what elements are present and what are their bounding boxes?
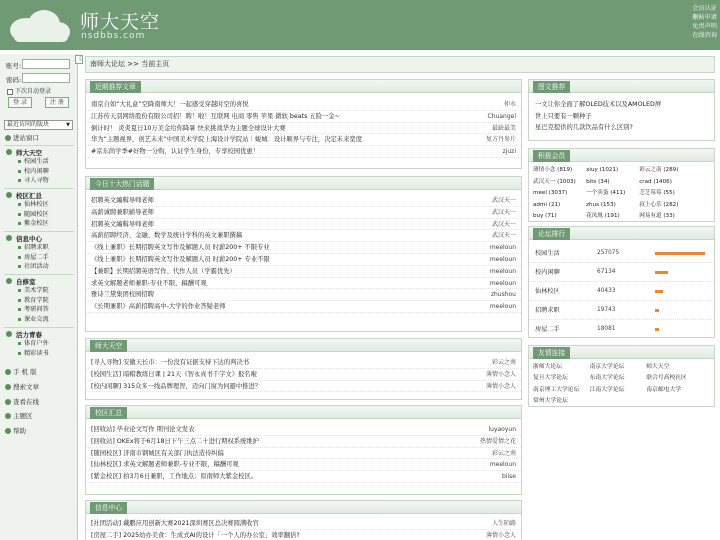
shida-panel [85, 338, 522, 400]
list-item[interactable]: 招聘英文編輯导师老师 武汉天一 [86, 195, 521, 207]
sidebar-online-label: 查看在线 [13, 398, 39, 406]
sidebar-item-jobs[interactable]: 招聘求职 [4, 243, 74, 253]
account-input[interactable] [22, 59, 70, 69]
breadcrumb-forum-link[interactable]: 南师大论坛 [90, 60, 125, 68]
sidebar-item-chat[interactable]: 校内闲聊 [4, 167, 74, 177]
sidebar-group-title[interactable]: 信息中心 [4, 234, 74, 243]
list-item[interactable]: [随园校区] 济南市钢城区有关部门执法造待纠偏 彩云之南 [86, 448, 521, 460]
login-button[interactable]: 登 录 [8, 97, 32, 108]
cloud-logo-icon [4, 6, 74, 44]
campus-panel [85, 405, 522, 495]
list-item[interactable]: [房屋二手] 2025幼办美食：生成式AI的设计「一个人的办公室」效率翻倍? 薄情小念人 [86, 530, 521, 540]
rank-row[interactable]: 房屋二手 18081 [529, 320, 714, 339]
list-item[interactable]: 《线上兼职》长期招聘英文写作及解题人员 时薪200+ 不限专业 meeloun [86, 242, 521, 254]
shida-title[interactable]: 师大天空 [90, 340, 127, 352]
sidebar-item-exam-qa[interactable]: 考研问答 [4, 305, 74, 315]
list-item[interactable]: 雅诗兰黛集团校园招聘 zhushou [86, 289, 521, 301]
mobile-icon [5, 369, 11, 375]
sidebar-topics[interactable] [5, 411, 33, 420]
member-auth-link[interactable]: 会员认证 [692, 5, 717, 12]
sidebar-item-sports[interactable]: 体育户外 [4, 339, 74, 349]
password-label: 密码: [6, 76, 22, 84]
friend-links-panel [528, 345, 715, 407]
friend-link[interactable]: 东南大学论坛 [589, 375, 625, 382]
sidebar-item-reading[interactable]: 精彩读书 [4, 349, 74, 359]
forum-ranking-panel [528, 226, 715, 338]
sidebar-group-title[interactable]: 活力青春 [4, 330, 74, 339]
member-entry[interactable]: bits (34) [586, 178, 610, 185]
site-logo-title[interactable]: 师大天空 [80, 11, 161, 33]
sidebar-help[interactable] [5, 426, 26, 435]
member-entry[interactable]: zhus (153) [586, 201, 616, 208]
member-entry[interactable]: xiuy (1021) [586, 167, 619, 173]
rank-row[interactable]: 招聘求职 19743 [529, 301, 714, 320]
sidebar-online[interactable] [5, 397, 39, 406]
rank-bar [655, 290, 663, 293]
hot-topics-title[interactable]: 今日十大热门话题 [90, 178, 154, 190]
info-panel [85, 500, 522, 540]
member-entry[interactable]: 花凤凰 (191) [586, 213, 620, 219]
member-entry[interactable]: 网易有道 (33) [639, 213, 675, 219]
sidebar-group-study [4, 274, 74, 324]
list-item[interactable]: 世上只要有一颗种子 [535, 112, 592, 120]
list-item[interactable]: #京东尚学季#好物一分购，认证学生身份，专享校园优惠！ zjuzi [86, 146, 521, 158]
rank-row[interactable]: 校内闲聊 67134 [529, 263, 714, 282]
account-row [6, 61, 21, 70]
site-logo-domain: nsdbbs.com [81, 31, 146, 41]
friend-link[interactable]: 复旦大学论坛 [533, 375, 568, 382]
list-item[interactable]: 南京自如“大礼盒”空降南师大！一起感受穿越时空的喜悦 仲水 [86, 99, 521, 111]
list-item[interactable]: 倒计时！ 炎炎夏日10万美金给你降暑 快来挑战华为主题全球设计大赛 最缺最美 [86, 123, 521, 135]
info-title[interactable]: 信息中心 [90, 502, 127, 514]
breadcrumb-separator: >> [127, 60, 139, 68]
friend-links-title[interactable]: 友情连接 [533, 347, 570, 359]
friend-link[interactable]: 南京理工大学论坛 [533, 386, 580, 393]
list-item[interactable]: 一文让你全面了解OLED技术以及AMOLED屏 [535, 101, 662, 108]
forum-ranking-title[interactable]: 论坛排行 [533, 228, 570, 240]
sidebar-group-title[interactable]: 校区汇总 [4, 191, 74, 200]
list-item[interactable]: 求英文解题老师兼职-专业不限，稿酬可观 meeloun [86, 278, 521, 290]
portal-icon [5, 135, 11, 141]
friend-link[interactable]: 常州大学论坛 [533, 397, 568, 404]
rank-bar [655, 328, 659, 331]
sidebar-group-campus [4, 188, 74, 229]
list-item[interactable]: [校内闲聊] 315众多一线品牌理智，迈向门窗为何避中推进？ 薄情小念人 [86, 381, 521, 393]
breadcrumb [85, 56, 715, 73]
sidebar-portal[interactable] [5, 133, 39, 142]
sidebar-group-title[interactable]: 自修室 [4, 277, 74, 286]
list-item[interactable]: 高薪招聘经济、金融、数学及统计学科的英文兼职撰稿 武汉天一 [86, 230, 521, 242]
list-item[interactable]: 江苏传天羽网络股份有限公司招！聘！啦！互联网 电商 零售 苹果 微软 beats 五险一金~ Chuangel [86, 111, 521, 123]
list-item[interactable]: [回收站] 毕业论文写作 期刊论文发表 luyaoyun [86, 424, 521, 436]
sidebar-item-education[interactable]: 教育学院 [4, 296, 74, 306]
list-item[interactable]: [校园生活] 暗帽教练日课 | 21天《智永真书千字文》报名啦 薄情小念人 [86, 369, 521, 381]
auto-login-checkbox[interactable] [7, 89, 13, 95]
friend-link[interactable]: 浙师大论坛 [533, 364, 562, 370]
top-links [692, 4, 717, 40]
member-entry[interactable]: crad (1406) [639, 178, 672, 185]
active-members-title[interactable]: 积极会员 [533, 150, 570, 162]
member-entry[interactable]: meel (3037) [533, 190, 568, 196]
member-entry[interactable]: admi (21) [533, 201, 561, 208]
topics-icon [5, 413, 11, 419]
list-item[interactable]: 华为“主题视界，创艺未来”中国美术学院上海设计学院站｜蜕城：设计顺界与专注，决定未来宽度 复方丹参片 [86, 134, 521, 146]
active-members-panel [528, 148, 715, 222]
help-icon [5, 428, 11, 434]
sidebar-search-label: 搜索文章 [13, 383, 39, 391]
list-item[interactable]: 《线上兼职》长期招聘英文写作及解题人员 时薪200+ 专业不限 meeloun [86, 254, 521, 266]
sidebar-item-xianlin[interactable]: 仙林校区 [4, 200, 74, 210]
list-item[interactable]: 招聘英文編輯导师老师 武汉天一 [86, 219, 521, 231]
list-item[interactable]: 星巴克提供的几款饮品有什么区别? [535, 124, 633, 132]
friend-link[interactable]: 南京大学论坛 [589, 364, 625, 370]
sidebar-group-title[interactable]: 师大天空 [4, 148, 74, 157]
auto-login-option[interactable] [7, 86, 51, 95]
sidebar-item-campus-life[interactable]: 校园生活 [4, 157, 74, 167]
list-item[interactable]: 【兼职】长期招聘英语写作、代作人员（学霸优先） meeloun [86, 266, 521, 278]
sidebar-collapse-button[interactable]: 《 [76, 56, 83, 63]
sidebar-mobile[interactable] [5, 367, 37, 376]
sidebar-group-info [4, 231, 74, 272]
recommended-title[interactable]: 近期推荐文章 [90, 81, 141, 93]
member-entry[interactable]: 叔上心乐 (282) [639, 201, 679, 208]
recommended-panel [85, 79, 522, 169]
list-item[interactable]: 高薪诚聘兼职辅导老师 武汉天一 [86, 207, 521, 219]
sidebar-item-housing[interactable]: 房屋二手 [4, 253, 74, 263]
auto-login-label: 下次自动登录 [15, 88, 52, 95]
recent-boards-select[interactable] [4, 120, 73, 130]
sidebar-item-lost-found[interactable]: 寻人寻物 [4, 176, 74, 186]
password-input[interactable] [22, 73, 70, 83]
disclaimer-link[interactable]: 免责声明 [692, 23, 717, 30]
rank-bar [655, 309, 659, 312]
rank-bar [655, 252, 705, 255]
left-sidebar [0, 54, 78, 540]
list-item[interactable]: 《长期兼职》高薪招聘高中-大学的作业答疑老师 meeloun [86, 301, 521, 313]
member-entry[interactable]: 薄情小念 (819) [533, 167, 573, 173]
chevron-down-icon: ▼ [66, 122, 70, 128]
list-item[interactable]: [回收站] OKEx将于6月18日下午三点二十进行期权系统维护 热情爱情之花 [86, 436, 521, 448]
sidebar-item-suiyuan[interactable]: 随园校区 [4, 210, 74, 220]
breadcrumb-current: 当前主页 [141, 60, 170, 68]
rank-row[interactable]: 校园生活 257075 [529, 244, 714, 263]
friend-link[interactable]: 师大天空 [646, 364, 670, 370]
campus-title[interactable]: 校区汇总 [90, 407, 127, 419]
site-header [0, 0, 720, 50]
sidebar-item-zijin[interactable]: 紫金校区 [4, 219, 74, 229]
friend-link[interactable]: 联合号高校社区 [646, 375, 687, 382]
image-recommend-title[interactable]: 图文推荐 [533, 81, 570, 93]
sidebar-mobile-label: 手 机 版 [13, 368, 37, 376]
friend-link[interactable]: 南京邮电大学 [646, 386, 682, 393]
rank-bar [655, 271, 668, 274]
sidebar-item-clubs[interactable]: 社团活动 [4, 262, 74, 272]
member-entry[interactable]: 彩云之南 (289) [639, 167, 679, 173]
delete-request-link[interactable]: 删帖申请 [692, 14, 717, 21]
sidebar-group-shida [4, 145, 74, 186]
sidebar-help-label: 帮助 [13, 427, 26, 435]
account-label: 账号: [6, 62, 22, 70]
password-row [6, 75, 21, 84]
list-item[interactable]: [仙林校区] 求英文解题老师兼职-专业不限，稿酬可观 meeloun [86, 459, 521, 471]
online-icon [5, 399, 11, 405]
sidebar-search[interactable] [5, 382, 39, 391]
search-icon [5, 384, 11, 390]
list-item[interactable]: [社团活动] 戴鹏应用创新大赛2021深圳赛区总决赛圆满收官 人生陌路 [86, 518, 521, 530]
sidebar-item-art[interactable]: 美术学院 [4, 286, 74, 296]
list-item[interactable]: [紫金校区] 拍3月6日兼职，工作地点：原南师大紫金校区。 biise [86, 471, 521, 483]
member-entry[interactable]: 芝芝莓莓 (55) [639, 190, 675, 196]
member-entry[interactable]: buy (71) [533, 213, 557, 219]
hot-topics-panel [85, 176, 522, 332]
sidebar-topics-label: 主题区 [13, 412, 33, 420]
sidebar-item-coursework[interactable]: 课业交流 [4, 315, 74, 325]
sidebar-group-youth [4, 327, 74, 358]
friend-link[interactable]: 江南大学论坛 [589, 386, 625, 393]
register-button[interactable]: 注 册 [45, 97, 69, 108]
list-item[interactable]: [寻人寻物] 安徽天长市：一份没有证据支持下达的判决书 彩云之南 [86, 357, 521, 369]
image-recommend-panel [528, 79, 715, 141]
recent-boards-value: 最近访问的版块 [7, 121, 50, 128]
online-consult-link[interactable]: 在线咨询 [692, 32, 717, 39]
rank-row[interactable]: 仙林校区 40433 [529, 282, 714, 301]
member-entry[interactable]: 一个卖蛋 (411) [586, 190, 626, 196]
sidebar-portal-label: 进站窗口 [13, 134, 39, 142]
member-entry[interactable]: 武汉天一 (1003) [533, 178, 576, 185]
